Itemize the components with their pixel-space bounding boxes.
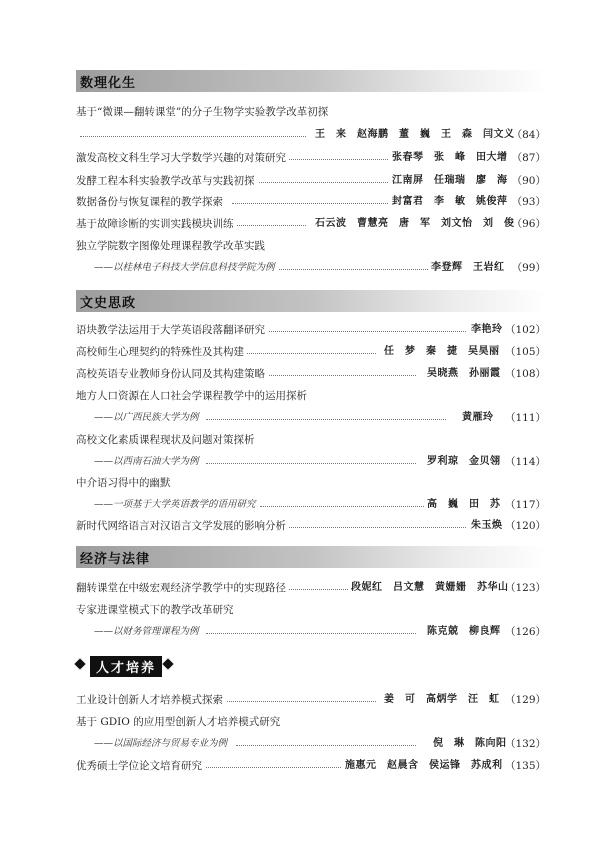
dot-leader bbox=[236, 745, 416, 746]
toc-entry[interactable] bbox=[76, 602, 546, 618]
dot-leader bbox=[206, 463, 416, 464]
entry-title: 基于故障诊断的实训实践模块训练 bbox=[76, 216, 237, 232]
entry-authors: 高 巍 田 苏 bbox=[424, 497, 504, 513]
entry-title: 基于 GDIO 的应用型创新人才培养模式研究 bbox=[76, 714, 283, 730]
toc-entry[interactable] bbox=[76, 173, 546, 189]
dot-leader bbox=[256, 182, 396, 183]
entry-page: （126） bbox=[504, 626, 546, 638]
toc-entry[interactable] bbox=[76, 580, 546, 596]
entry-authors: 吴晓燕 孙丽霞 bbox=[424, 366, 504, 382]
entry-subtitle: ——以桂林电子科技大学信息科技学院为例 bbox=[94, 260, 278, 276]
section-label: 人才培养 bbox=[90, 656, 162, 677]
entry-subtitle: ——以广西民族大学为例 bbox=[94, 410, 202, 426]
entry-title: 中介语习得中的幽默 bbox=[76, 475, 174, 491]
entry-page: （93） bbox=[511, 196, 546, 208]
entry-title: 地方人口资源在人口社会学课程教学中的运用探析 bbox=[76, 388, 310, 404]
entry-title: 专家进课堂模式下的教学改革研究 bbox=[76, 602, 237, 618]
toc-entry[interactable] bbox=[76, 238, 546, 254]
entry-title: 高校文化素质课程现状及问题对策探析 bbox=[76, 432, 258, 448]
entry-title: 优秀硕士学位论文培育研究 bbox=[76, 758, 205, 774]
entry-page: （99） bbox=[511, 262, 546, 274]
dot-leader bbox=[222, 701, 376, 702]
entry-page: （111） bbox=[504, 412, 546, 424]
dot-leader bbox=[236, 225, 306, 226]
entry-page: （114） bbox=[504, 456, 546, 468]
entry-title: 数据备份与恢复课程的教学探索 bbox=[76, 194, 226, 210]
entry-page: （96） bbox=[511, 218, 546, 230]
toc-entry[interactable] bbox=[76, 475, 546, 491]
entry-subtitle: ——以西南石油大学为例 bbox=[94, 454, 202, 470]
toc-entry[interactable] bbox=[76, 344, 546, 360]
entry-title: 激发高校文科生学习大学数学兴趣的对策研究 bbox=[76, 150, 289, 166]
dot-leader bbox=[266, 269, 436, 270]
section-header-economics-law bbox=[76, 546, 546, 568]
entry-authors: 江南屏 任瑞瑞 廖 海 bbox=[389, 173, 511, 189]
entry-page: （117） bbox=[504, 499, 546, 511]
entry-authors: 石云波 曹慧亮 唐 军 刘文怡 刘 俊 bbox=[312, 216, 518, 232]
toc-entry[interactable] bbox=[76, 518, 546, 534]
entry-authors: 任 梦 秦 捷 吴昊丽 bbox=[381, 344, 503, 360]
toc-entry[interactable] bbox=[76, 127, 546, 143]
entry-title: 发酵工程本科实验教学改革与实践初探 bbox=[76, 173, 258, 189]
toc-entry[interactable] bbox=[76, 216, 546, 232]
dot-leader bbox=[80, 136, 306, 137]
dot-leader bbox=[232, 203, 396, 204]
toc-entry[interactable] bbox=[76, 432, 546, 448]
entry-title: 语块教学法运用于大学英语段落翻译研究 bbox=[76, 322, 268, 338]
dot-leader bbox=[206, 633, 416, 634]
toc-entry[interactable] bbox=[76, 388, 546, 404]
entry-page: （90） bbox=[511, 175, 546, 187]
entry-authors: 封富君 李 敏 姚俊萍 bbox=[389, 194, 511, 210]
dot-leader bbox=[272, 159, 396, 160]
toc-entry[interactable] bbox=[76, 692, 546, 708]
section-header-talent-cultivation bbox=[76, 656, 196, 676]
entry-page: （132） bbox=[504, 738, 546, 750]
toc-entry[interactable] bbox=[76, 736, 546, 752]
entry-authors: 张春琴 张 峰 田大增 bbox=[389, 150, 511, 166]
toc-entry[interactable] bbox=[76, 454, 546, 470]
entry-page: （108） bbox=[504, 368, 546, 380]
diamond-icon bbox=[162, 658, 173, 669]
dot-leader bbox=[242, 353, 376, 354]
entry-page: （84） bbox=[511, 129, 546, 141]
entry-title: 高校师生心理契约的特殊性及其构建 bbox=[76, 344, 247, 360]
entry-authors: 施惠元 赵晨含 侯运锋 苏成利 bbox=[342, 758, 506, 774]
entry-authors: 李艳玲 bbox=[468, 322, 506, 338]
toc-entry[interactable] bbox=[76, 260, 546, 276]
toc-entry[interactable] bbox=[76, 410, 546, 426]
section-label: 文史思政 bbox=[80, 296, 137, 311]
section-header-humanities bbox=[76, 290, 546, 312]
section-label: 经济与法律 bbox=[80, 552, 151, 567]
entry-authors: 倪 琳 陈向阳 bbox=[430, 736, 510, 752]
entry-title: 工业设计创新人才培养模式探索 bbox=[76, 692, 226, 708]
dot-leader bbox=[282, 527, 466, 528]
entry-authors: 李登辉 王岩红 bbox=[428, 260, 508, 276]
entry-page: （135） bbox=[504, 760, 546, 772]
entry-page: （105） bbox=[504, 346, 546, 358]
entry-page: （102） bbox=[504, 324, 546, 336]
dot-leader bbox=[206, 419, 446, 420]
entry-authors: 陈克兢 柳良辉 bbox=[424, 624, 504, 640]
entry-page: （120） bbox=[504, 520, 546, 532]
entry-subtitle: ——以国际经济与贸易专业为例 bbox=[94, 736, 230, 752]
toc-entry[interactable] bbox=[76, 194, 546, 210]
section-label: 数理化生 bbox=[80, 76, 137, 91]
entry-subtitle: ——一项基于大学英语教学的语用研究 bbox=[94, 497, 259, 513]
dot-leader bbox=[260, 506, 426, 507]
toc-entry[interactable] bbox=[76, 497, 546, 513]
section-header-math-science bbox=[76, 70, 546, 92]
toc-entry[interactable] bbox=[76, 624, 546, 640]
entry-title: 新时代网络语言对汉语言文学发展的影响分析 bbox=[76, 518, 289, 534]
entry-authors: 姜 可 高炳学 汪 虹 bbox=[381, 692, 503, 708]
entry-authors: 罗利琼 金贝翎 bbox=[424, 454, 504, 470]
toc-entry[interactable] bbox=[76, 322, 546, 338]
entry-title: 独立学院数字图像处理课程教学改革实践 bbox=[76, 238, 268, 254]
entry-authors: 黄雁玲 bbox=[459, 410, 497, 426]
diamond-icon bbox=[74, 658, 85, 669]
entry-authors: 王 来 赵海鹏 董 巍 王 森 闫文义 bbox=[312, 127, 518, 143]
entry-page: （123） bbox=[504, 582, 546, 594]
toc-entry[interactable] bbox=[76, 150, 546, 166]
entry-authors: 段妮红 吕文慧 黄姗姗 苏华山 bbox=[348, 580, 512, 596]
toc-entry[interactable] bbox=[76, 104, 546, 120]
entry-title: 翻转课堂在中级宏观经济学教学中的实现路径 bbox=[76, 580, 289, 596]
toc-entry[interactable] bbox=[76, 714, 546, 730]
entry-page: （129） bbox=[504, 694, 546, 706]
entry-authors: 朱玉焕 bbox=[468, 518, 506, 534]
entry-title: 基于“微课—翻转课堂”的分子生物学实验教学改革初探 bbox=[76, 104, 331, 120]
toc-entry[interactable] bbox=[76, 758, 546, 774]
dot-leader bbox=[262, 331, 466, 332]
entry-subtitle: ——以财务管理课程为例 bbox=[94, 624, 202, 640]
entry-page: （87） bbox=[511, 152, 546, 164]
dot-leader bbox=[262, 375, 416, 376]
entry-title: 高校英语专业教师身份认同及其构建策略 bbox=[76, 366, 268, 382]
dot-leader bbox=[202, 767, 341, 768]
toc-entry[interactable] bbox=[76, 366, 546, 382]
